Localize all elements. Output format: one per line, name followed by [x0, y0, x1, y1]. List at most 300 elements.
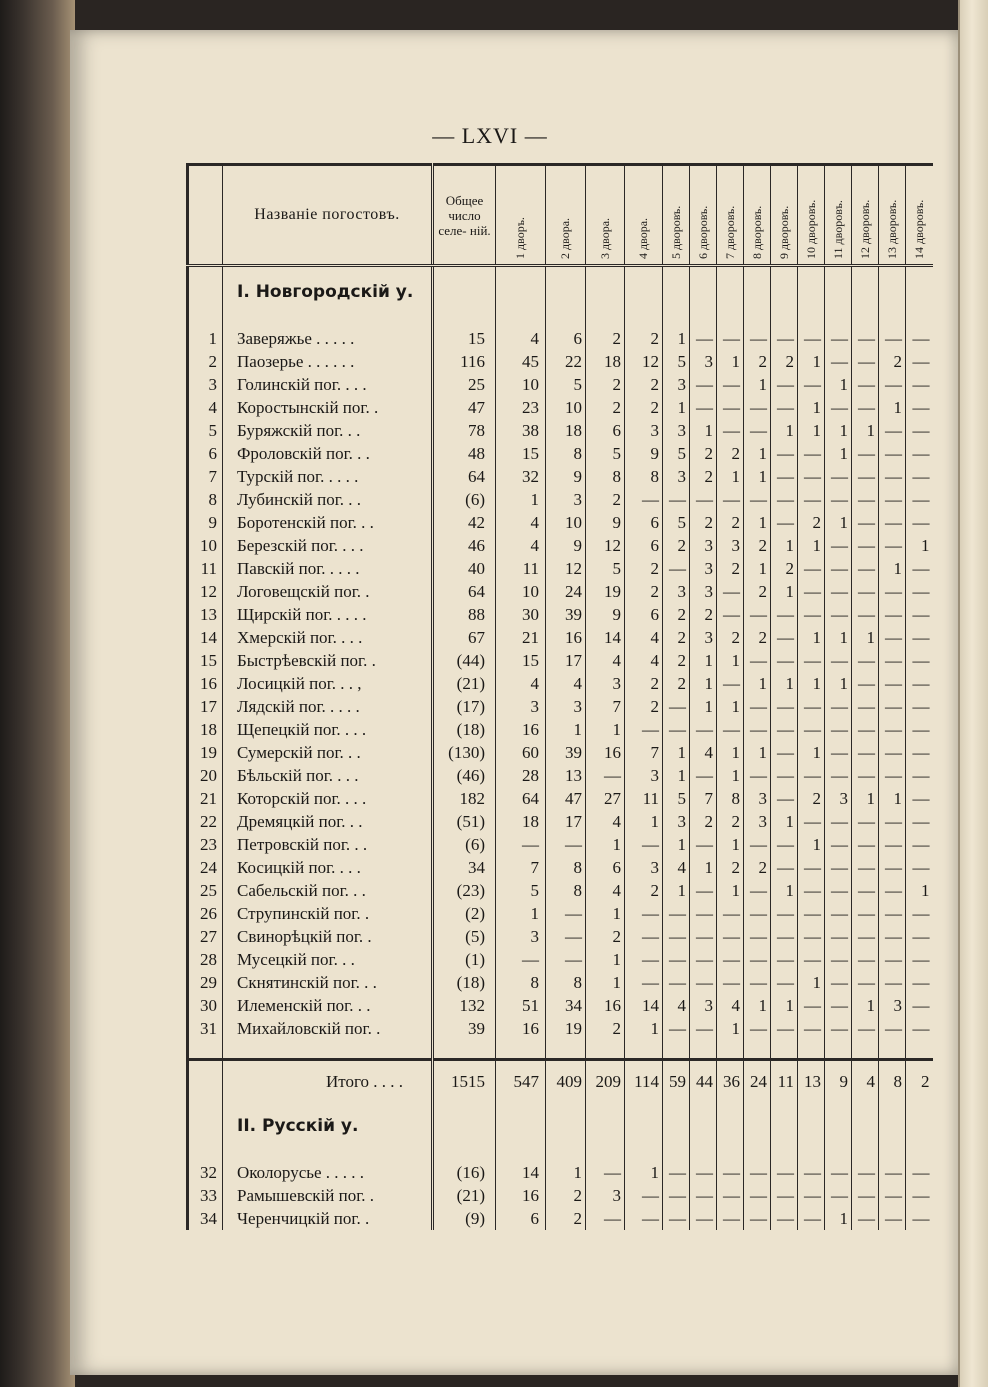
row-cell: — — [906, 1184, 933, 1207]
header-col-8 — [744, 165, 771, 266]
row-cell: 51 — [496, 994, 546, 1017]
row-total: (130) — [433, 741, 496, 764]
row-cell: — — [906, 810, 933, 833]
row-cell: — — [852, 580, 879, 603]
row-cell: 23 — [496, 396, 546, 419]
table-row — [188, 925, 933, 948]
row-cell: — — [825, 580, 852, 603]
row-cell: — — [879, 1161, 906, 1184]
row-cell: 2 — [625, 327, 663, 350]
row-cell: — — [879, 534, 906, 557]
row-cell: 3 — [690, 994, 717, 1017]
row-cell: 19 — [586, 580, 625, 603]
row-cell: — — [906, 741, 933, 764]
row-cell: 8 — [625, 465, 663, 488]
row-total: (16) — [433, 1161, 496, 1184]
header-col-14 — [906, 165, 933, 266]
row-cell: 3 — [663, 580, 690, 603]
row-cell: — — [798, 879, 825, 902]
row-cell: — — [825, 327, 852, 350]
row-cell: — — [852, 465, 879, 488]
row-number: 16 — [188, 672, 223, 695]
row-cell: 4 — [586, 810, 625, 833]
row-cell: 2 — [744, 534, 771, 557]
row-cell: 1 — [852, 787, 879, 810]
row-cell: 3 — [496, 695, 546, 718]
row-cell: 9 — [546, 465, 586, 488]
row-cell: — — [798, 488, 825, 511]
row-cell: 2 — [546, 1207, 586, 1230]
row-cell: 2 — [625, 695, 663, 718]
header-col-9 — [771, 165, 798, 266]
row-number: 27 — [188, 925, 223, 948]
row-cell: — — [825, 879, 852, 902]
row-cell: — — [906, 695, 933, 718]
row-cell: 1 — [717, 1017, 744, 1040]
row-cell: 27 — [586, 787, 625, 810]
row-cell: 3 — [690, 350, 717, 373]
row-cell: 3 — [625, 419, 663, 442]
row-cell — [690, 1101, 717, 1161]
row-cell: 3 — [744, 787, 771, 810]
header-col-label: 7 дворовъ. — [722, 205, 737, 259]
row-cell: — — [798, 925, 825, 948]
pogost-name: Быстрѣевскій пог. . — [223, 649, 433, 672]
row-cell: — — [625, 1207, 663, 1230]
row-cell: 1 — [663, 833, 690, 856]
row-number: 24 — [188, 856, 223, 879]
row-cell: — — [771, 741, 798, 764]
row-cell: — — [690, 1207, 717, 1230]
row-cell: 1 — [663, 327, 690, 350]
row-cell: — — [879, 1184, 906, 1207]
row-cell — [586, 266, 625, 328]
row-cell: 6 — [586, 856, 625, 879]
pogost-name: Хмерскій пог. . . . — [223, 626, 433, 649]
row-cell — [546, 266, 586, 328]
table-row — [188, 511, 933, 534]
row-cell: — — [852, 695, 879, 718]
row-cell: — — [906, 718, 933, 741]
row-cell: 16 — [546, 626, 586, 649]
row-number: 18 — [188, 718, 223, 741]
row-cell: — — [717, 925, 744, 948]
row-cell: 4 — [663, 994, 690, 1017]
section-russa — [188, 1101, 933, 1161]
row-cell: — — [879, 902, 906, 925]
row-cell: — — [852, 764, 879, 787]
page-title: — LXVI — — [432, 123, 548, 148]
row-cell: — — [852, 718, 879, 741]
row-cell: — — [717, 902, 744, 925]
statistics-table — [186, 163, 933, 1230]
pogost-name: Голинскій пог. . . . — [223, 373, 433, 396]
table-row — [188, 948, 933, 971]
row-cell: — — [825, 350, 852, 373]
row-cell: 9 — [586, 603, 625, 626]
row-cell: — — [771, 1207, 798, 1230]
header-col-label: 3 двора. — [597, 217, 612, 259]
table-row — [188, 856, 933, 879]
row-cell — [625, 1040, 663, 1060]
row-cell: — — [546, 902, 586, 925]
row-cell: — — [825, 488, 852, 511]
table-row — [188, 833, 933, 856]
row-cell: — — [771, 971, 798, 994]
row-cell: 3 — [546, 488, 586, 511]
table-row — [188, 327, 933, 350]
itogo-cell: 2 — [906, 1060, 933, 1102]
row-cell — [717, 266, 744, 328]
row-cell — [906, 1101, 933, 1161]
row-cell: — — [771, 373, 798, 396]
itogo-row — [188, 1060, 933, 1102]
row-cell: — — [825, 695, 852, 718]
row-cell: — — [879, 626, 906, 649]
row-cell: — — [879, 741, 906, 764]
row-cell: 2 — [717, 557, 744, 580]
row-cell: 1 — [879, 557, 906, 580]
row-cell: 1 — [690, 856, 717, 879]
row-cell: 17 — [546, 810, 586, 833]
row-cell: 8 — [496, 971, 546, 994]
row-cell: 10 — [496, 580, 546, 603]
row-cell: — — [798, 442, 825, 465]
row-cell: 1 — [690, 695, 717, 718]
row-cell: — — [771, 1017, 798, 1040]
row-cell — [771, 266, 798, 328]
row-cell: — — [852, 1184, 879, 1207]
row-cell: — — [852, 511, 879, 534]
row-cell: — — [744, 925, 771, 948]
header-col-label: 4 двора. — [636, 217, 650, 259]
row-number: 21 — [188, 787, 223, 810]
row-total: 15 — [433, 327, 496, 350]
row-cell: — — [879, 580, 906, 603]
row-cell: — — [663, 695, 690, 718]
table-row — [188, 718, 933, 741]
row-cell: — — [717, 488, 744, 511]
row-cell — [496, 1040, 546, 1060]
row-cell: 1 — [717, 695, 744, 718]
table-row — [188, 1184, 933, 1207]
row-cell: — — [906, 1207, 933, 1230]
row-cell — [798, 1101, 825, 1161]
itogo-cell: 4 — [852, 1060, 879, 1102]
itogo-cell: 13 — [798, 1060, 825, 1102]
row-cell: 5 — [586, 442, 625, 465]
row-cell: 4 — [586, 649, 625, 672]
row-cell: — — [771, 856, 798, 879]
row-number: 12 — [188, 580, 223, 603]
header-total: Общее число селе- ній. — [433, 165, 496, 266]
row-cell — [771, 1101, 798, 1161]
row-cell: — — [744, 1017, 771, 1040]
row-number: 5 — [188, 419, 223, 442]
row-cell — [496, 1101, 546, 1161]
row-cell: — — [690, 718, 717, 741]
row-cell: 1 — [798, 741, 825, 764]
row-cell: 2 — [690, 465, 717, 488]
row-cell: — — [852, 833, 879, 856]
row-cell: 38 — [496, 419, 546, 442]
row-cell: 2 — [586, 925, 625, 948]
spacer-row — [188, 1040, 933, 1060]
row-total: (51) — [433, 810, 496, 833]
row-cell: 2 — [771, 557, 798, 580]
row-cell: — — [625, 902, 663, 925]
row-cell: — — [717, 419, 744, 442]
row-cell: — — [717, 396, 744, 419]
row-cell: — — [744, 764, 771, 787]
itogo-cell: 59 — [663, 1060, 690, 1102]
table-row — [188, 442, 933, 465]
section-title: II. Русскій у. — [223, 1101, 433, 1161]
row-cell: — — [771, 695, 798, 718]
row-cell: 6 — [496, 1207, 546, 1230]
itogo-label: Итого . . . . — [223, 1060, 433, 1102]
row-cell: 1 — [825, 373, 852, 396]
row-cell: — — [663, 1017, 690, 1040]
row-number: 32 — [188, 1161, 223, 1184]
row-cell: — — [771, 465, 798, 488]
row-cell: — — [586, 1207, 625, 1230]
header-col-label: 9 дворовъ. — [776, 205, 791, 259]
row-cell — [546, 1101, 586, 1161]
table-row — [188, 488, 933, 511]
row-cell: 18 — [546, 419, 586, 442]
row-cell: — — [717, 1184, 744, 1207]
pogost-name: Околорусье . . . . . — [223, 1161, 433, 1184]
row-cell: 1 — [717, 741, 744, 764]
row-cell: 4 — [586, 879, 625, 902]
row-cell: — — [906, 488, 933, 511]
row-cell: 60 — [496, 741, 546, 764]
row-cell: 2 — [771, 350, 798, 373]
row-cell: 1 — [586, 902, 625, 925]
row-cell: 10 — [546, 396, 586, 419]
row-number: 3 — [188, 373, 223, 396]
row-cell: 1 — [625, 810, 663, 833]
row-cell: 3 — [663, 465, 690, 488]
row-cell: 1 — [744, 557, 771, 580]
row-cell: 10 — [496, 373, 546, 396]
row-cell: 2 — [879, 350, 906, 373]
row-cell: 4 — [663, 856, 690, 879]
header-col-label: 2 двора. — [558, 217, 572, 259]
itogo-total: 1515 — [433, 1060, 496, 1102]
table-row — [188, 350, 933, 373]
table-row — [188, 603, 933, 626]
row-cell: — — [717, 948, 744, 971]
row-cell: — — [690, 1161, 717, 1184]
row-total: 64 — [433, 465, 496, 488]
row-cell: — — [744, 718, 771, 741]
row-total: 64 — [433, 580, 496, 603]
row-cell: — — [825, 810, 852, 833]
row-cell: — — [717, 1207, 744, 1230]
row-cell: — — [625, 488, 663, 511]
row-cell: — — [825, 1161, 852, 1184]
row-cell: 5 — [546, 373, 586, 396]
row-cell: — — [879, 879, 906, 902]
header-col-label: 1 дворъ. — [513, 217, 527, 259]
row-cell — [771, 1040, 798, 1060]
table-row — [188, 580, 933, 603]
row-cell: 21 — [496, 626, 546, 649]
pogost-name: Косицкій пог. . . . — [223, 856, 433, 879]
row-cell: 2 — [717, 442, 744, 465]
row-cell: — — [690, 902, 717, 925]
row-cell: 19 — [546, 1017, 586, 1040]
row-cell: — — [744, 1161, 771, 1184]
row-cell: 2 — [744, 350, 771, 373]
row-number: 17 — [188, 695, 223, 718]
row-cell: — — [906, 856, 933, 879]
header-col-13 — [879, 165, 906, 266]
row-cell: — — [690, 373, 717, 396]
row-cell: 24 — [546, 580, 586, 603]
row-cell: — — [906, 350, 933, 373]
row-total: (9) — [433, 1207, 496, 1230]
row-cell: 3 — [717, 534, 744, 557]
row-cell: 3 — [663, 810, 690, 833]
row-number: 22 — [188, 810, 223, 833]
row-cell: — — [906, 557, 933, 580]
row-cell — [663, 266, 690, 328]
row-cell: 2 — [717, 810, 744, 833]
row-cell: 1 — [771, 580, 798, 603]
row-cell: — — [771, 925, 798, 948]
row-cell: 5 — [663, 350, 690, 373]
row-cell: 3 — [879, 994, 906, 1017]
row-cell: — — [690, 925, 717, 948]
row-cell: — — [906, 626, 933, 649]
row-cell: — — [879, 1207, 906, 1230]
row-cell: — — [663, 925, 690, 948]
row-cell: — — [663, 1161, 690, 1184]
row-cell: — — [798, 856, 825, 879]
row-cell: 6 — [625, 534, 663, 557]
row-cell: 1 — [744, 442, 771, 465]
row-number: 11 — [188, 557, 223, 580]
table-row — [188, 1161, 933, 1184]
row-cell: 2 — [625, 672, 663, 695]
row-cell: 12 — [625, 350, 663, 373]
header-col-label: 5 дворовъ. — [668, 205, 683, 259]
row-number: 19 — [188, 741, 223, 764]
row-cell: 3 — [744, 810, 771, 833]
row-cell: 14 — [625, 994, 663, 1017]
row-cell: — — [906, 672, 933, 695]
row-number: 28 — [188, 948, 223, 971]
table-row — [188, 1017, 933, 1040]
row-cell: 1 — [744, 465, 771, 488]
row-cell: — — [690, 764, 717, 787]
row-cell: 2 — [663, 649, 690, 672]
row-cell: — — [906, 419, 933, 442]
row-cell: 1 — [906, 879, 933, 902]
row-cell: — — [825, 741, 852, 764]
row-cell: 1 — [663, 879, 690, 902]
row-cell: 16 — [496, 1184, 546, 1207]
row-cell: — — [690, 833, 717, 856]
row-cell: — — [690, 948, 717, 971]
header-col-3 — [586, 165, 625, 266]
row-cell: — — [771, 718, 798, 741]
row-cell: — — [717, 327, 744, 350]
row-cell: — — [690, 396, 717, 419]
header-col-12 — [852, 165, 879, 266]
row-cell: 1 — [546, 1161, 586, 1184]
table-row — [188, 741, 933, 764]
table-row — [188, 396, 933, 419]
pogost-name: Лядскій пог. . . . . — [223, 695, 433, 718]
row-total: 47 — [433, 396, 496, 419]
row-cell: 1 — [625, 1161, 663, 1184]
row-cell: 4 — [496, 327, 546, 350]
row-cell: — — [825, 603, 852, 626]
table-row — [188, 695, 933, 718]
row-cell: 5 — [586, 557, 625, 580]
row-cell: 16 — [586, 741, 625, 764]
row-cell: 1 — [825, 419, 852, 442]
row-cell: 2 — [586, 373, 625, 396]
row-cell: 16 — [496, 718, 546, 741]
row-cell: 8 — [586, 465, 625, 488]
header-col-7 — [717, 165, 744, 266]
row-cell: — — [852, 672, 879, 695]
row-cell: 3 — [496, 925, 546, 948]
row-cell: — — [852, 741, 879, 764]
row-cell — [825, 1040, 852, 1060]
row-number: 34 — [188, 1207, 223, 1230]
row-number: 23 — [188, 833, 223, 856]
row-number: 33 — [188, 1184, 223, 1207]
row-cell: 2 — [717, 856, 744, 879]
row-cell: — — [717, 603, 744, 626]
row-total: (18) — [433, 718, 496, 741]
itogo-cell: 409 — [546, 1060, 586, 1102]
row-cell: — — [744, 948, 771, 971]
row-cell: — — [771, 1184, 798, 1207]
row-total: (44) — [433, 649, 496, 672]
header-col-5 — [663, 165, 690, 266]
row-total: 116 — [433, 350, 496, 373]
row-cell: — — [852, 396, 879, 419]
header-col-label: 8 дворовъ. — [749, 205, 764, 259]
table-row — [188, 810, 933, 833]
section-title: I. Новгородскій у. — [223, 266, 433, 328]
row-cell: — — [771, 948, 798, 971]
row-number: 1 — [188, 327, 223, 350]
pogost-name: Дремяцкій пог. . . — [223, 810, 433, 833]
row-cell: 3 — [690, 557, 717, 580]
row-cell: 1 — [879, 787, 906, 810]
row-cell: 10 — [546, 511, 586, 534]
row-cell: — — [744, 971, 771, 994]
row-number — [188, 266, 223, 328]
row-total: 25 — [433, 373, 496, 396]
table-row — [188, 626, 933, 649]
row-cell: 2 — [798, 511, 825, 534]
row-cell: — — [825, 833, 852, 856]
pogost-name: Турскій пог. . . . . — [223, 465, 433, 488]
header-col-2 — [546, 165, 586, 266]
row-cell — [798, 266, 825, 328]
row-cell: 11 — [496, 557, 546, 580]
row-cell: — — [852, 810, 879, 833]
